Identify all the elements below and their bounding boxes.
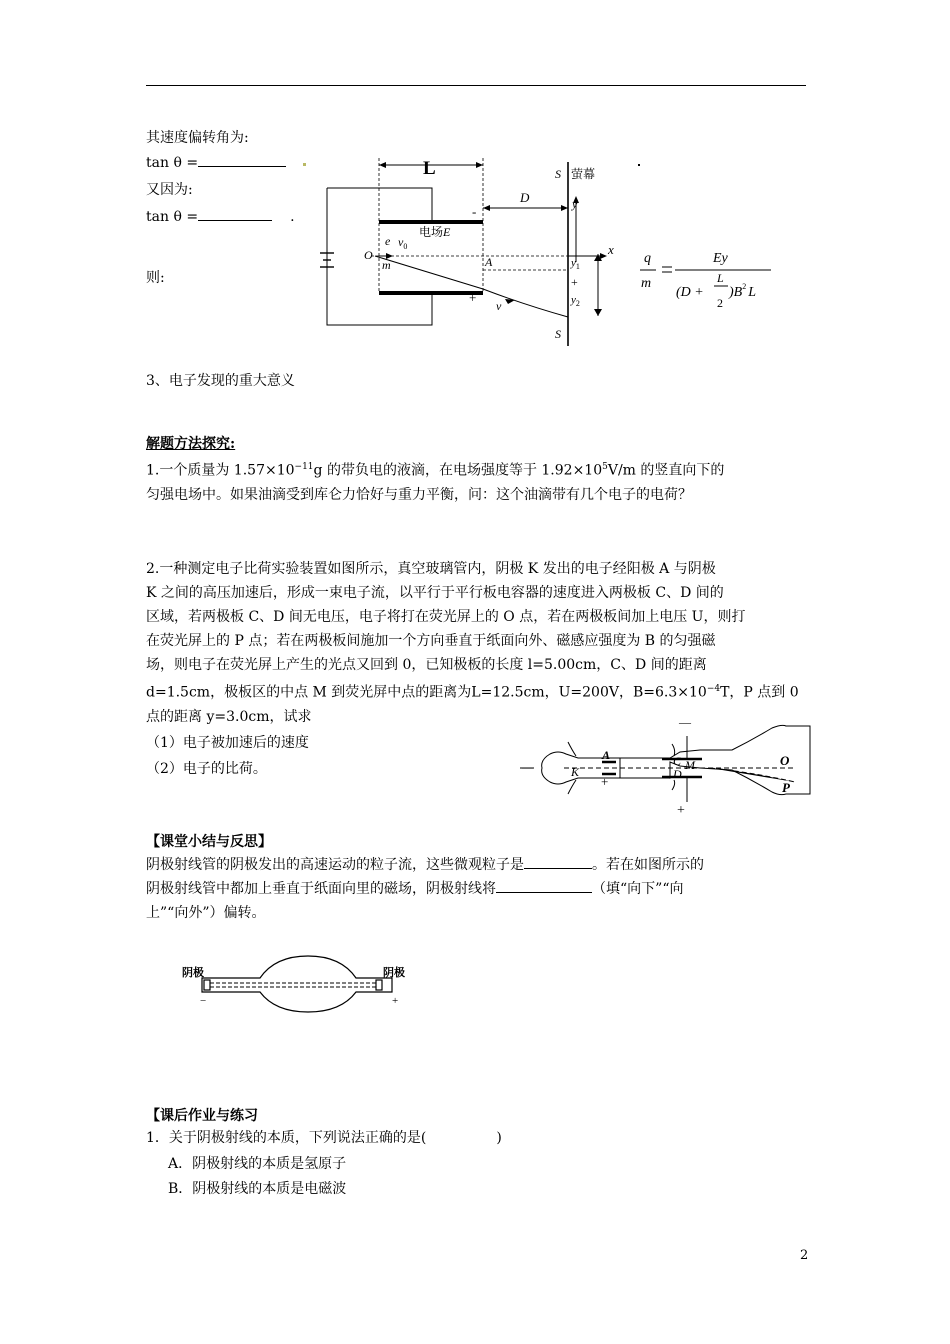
y2-sub: 2 (575, 299, 580, 308)
q1-line-2: 匀强电场中。如果油滴受到库仑力恰好与重力平衡，问：这个油滴带有几个电子的电荷？ (146, 486, 692, 503)
homework-option-a: A．阴极射线的本质是氢原子 (168, 1156, 347, 1172)
tube-plus-a: + (601, 774, 609, 789)
field-text: 电场 (419, 225, 444, 239)
distance-label: D (520, 190, 530, 205)
screen-s-top: S (555, 167, 561, 181)
den-tail: L (748, 285, 757, 300)
q1-sup2: 5 (602, 462, 608, 472)
q2-line-3: 区域，若两极板 C、D 间无电压，电子将打在荧光屏上的 O 点，若在两极板间加上电压 U，则打 (146, 609, 746, 625)
q2-6b: T，P 点到 0 (720, 684, 799, 701)
y2-label (570, 294, 580, 308)
crt-minus: − (200, 995, 207, 1007)
tube-label-p: P (782, 780, 790, 795)
den-open: (D + (676, 285, 704, 300)
tube-minus-left: — (522, 762, 533, 774)
then-label: 则: (146, 270, 165, 286)
tan-blank-2[interactable] (198, 206, 272, 221)
plate-neg-label: - (472, 204, 477, 219)
electron-label: e (385, 234, 391, 248)
tube-minus-top: — (679, 715, 691, 729)
question-1 (146, 455, 810, 507)
summary-2a: 阴极射线管中都加上垂直于纸面向里的磁场，阴极射线将 (146, 881, 496, 897)
den-sup: 2 (742, 282, 747, 291)
den-close-text: )B (729, 285, 743, 300)
v0-main: v (398, 235, 404, 249)
tube-label-c: C (673, 754, 682, 768)
summary-line-1 (146, 853, 810, 877)
field-symbol: E (443, 225, 451, 239)
y1-sub: 1 (575, 262, 580, 271)
q1-c: V/m 的竖直向下的 (607, 462, 725, 479)
summary-heading: 【课堂小结与反思】 (146, 834, 272, 850)
q2-line-4: 在荧光屏上的 P 点；若在两极板间施加一个方向垂直于纸面向外、磁感应强度为 B 的匀强磁 (146, 633, 716, 649)
point-a-label: A (485, 255, 493, 269)
length-label: L (423, 158, 436, 179)
q2-line-2: K 之间的高压加速后，形成一束电子流，以平行于平行板电容器的速度进入两极板 C、D 间的 (146, 585, 724, 601)
den-close (728, 282, 756, 300)
summary-line-2 (146, 877, 810, 901)
q2-6a: d=1.5cm，极板区的中点 M 到荧光屏中点的距离为L=12.5cm，U=200V，B=6.3×10 (146, 684, 707, 701)
q2-subquestion-1: （1）电子被加速后的速度 (146, 735, 309, 751)
summary-1a: 阴极射线管的阴极发出的高速运动的粒子流，这些微观粒子是 (146, 857, 524, 873)
den-frac-num: L (717, 271, 724, 285)
mass-label: m (382, 258, 391, 272)
q1-b: g 的带负电的液滴，在电场强度等于 1.92×10 (313, 462, 603, 479)
homework-option-b: B．阴极射线的本质是电磁波 (168, 1181, 347, 1197)
q1-sup1: −11 (294, 462, 314, 472)
screen-plus-label: + (571, 275, 578, 289)
question-2 (146, 557, 810, 729)
summary-2b: （填“向下”“向 (592, 881, 684, 897)
again-label: 又因为: (146, 182, 193, 198)
dot-mark (303, 163, 306, 166)
crt-right-label: 阴极 (383, 966, 405, 979)
tube-label-o: O (780, 753, 790, 768)
y1-label (570, 257, 580, 271)
v0-sub: 0 (403, 242, 408, 251)
section-3-title: 3、电子发现的重大意义 (146, 373, 295, 389)
origin-label: O (364, 248, 373, 262)
summary-text (146, 853, 810, 925)
lhs-numerator: q (644, 251, 651, 266)
q2-6sup: −4 (706, 684, 721, 694)
deflection-diagram (315, 150, 620, 350)
v0-label (398, 235, 407, 251)
q2-line-5: 场，则电子在荧光屏上产生的光点又回到 0，已知极板的长度 l=5.00cm，C、D 间的距离 (146, 657, 707, 673)
q2-line-1: 2.一种测定电子比荷实验装置如图所示，真空玻璃管内，阴极 K 发出的电子经阳极 A 与阴极 (146, 561, 716, 577)
deflection-angle-intro: 其速度偏转角为: (146, 130, 249, 146)
screen-s-bottom: S (555, 327, 561, 341)
tan-line-2: tan θ = . (146, 206, 295, 227)
tan-label: tan θ = (146, 155, 199, 171)
q2-line-7: 点的距离 y=3.0cm，试求 (146, 708, 312, 725)
x-axis-label: x (608, 242, 614, 257)
y2-main: y (571, 294, 576, 306)
summary-blank-2[interactable] (496, 878, 592, 893)
tan-line-1 (146, 152, 286, 173)
y1-main: y (571, 257, 576, 269)
y-axis-label: y (572, 197, 578, 211)
tube-label-m: M (685, 758, 695, 772)
lhs-denominator: m (641, 276, 652, 291)
tube-plus-bottom: + (677, 803, 685, 818)
crt-plus: + (392, 995, 399, 1007)
homework-q1: 1．关于阴极射线的本质，下列说法正确的是( ) (146, 1130, 502, 1146)
q2-subquestion-2: （2）电子的比荷。 (146, 761, 267, 777)
tan-blank-1[interactable] (198, 152, 286, 167)
q1-line-1 (146, 455, 810, 483)
field-label (419, 224, 451, 239)
tube-label-k: K (571, 765, 580, 779)
screen-label: 萤幕 (571, 167, 596, 181)
cathode-ray-tube-diagram (180, 952, 415, 1014)
homework-heading: 【课后作业与练习 (146, 1108, 258, 1124)
q1-a: 1.一个质量为 1.57×10 (146, 462, 295, 479)
page-number: 2 (800, 1248, 809, 1263)
rhs-numerator: Ey (713, 251, 728, 266)
q2-line-6 (146, 677, 810, 705)
dot-mark-right (638, 164, 640, 166)
den-frac-den: 2 (717, 296, 723, 310)
tube-label-d: D (673, 767, 682, 781)
tan-label-2: tan θ = (146, 209, 199, 225)
header-rule (146, 85, 806, 86)
plate-pos-label: + (469, 290, 477, 305)
velocity-label: v (496, 299, 502, 313)
summary-1b: 。若在如图所示的 (592, 857, 704, 873)
electron-tube-diagram (520, 710, 820, 820)
charge-mass-formula (638, 245, 788, 315)
summary-line-3: 上”“向外”）偏转。 (146, 905, 266, 921)
tube-label-a: A (602, 748, 611, 762)
crt-left-label: 阴极 (182, 966, 204, 979)
summary-blank-1[interactable] (524, 854, 592, 869)
methods-heading: 解题方法探究: (146, 436, 236, 452)
